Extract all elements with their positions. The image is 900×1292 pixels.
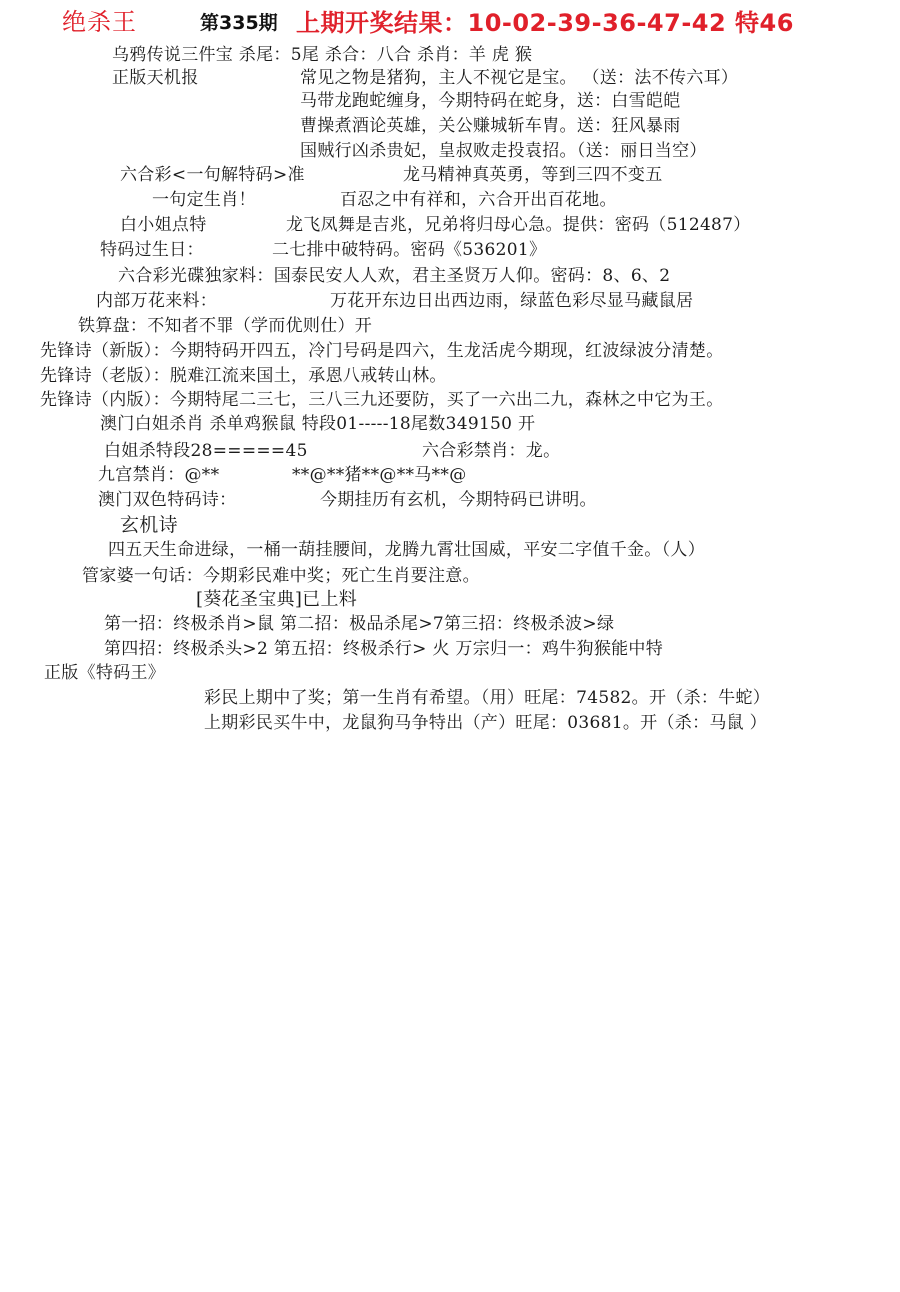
line-macau-poem-text: 今期挂历有玄机，今期特码已讲明。 xyxy=(320,490,597,510)
line-one-sentence-text: 龙马精神真英勇，等到三四不变五 xyxy=(403,165,663,185)
line-kuihua-moves-2: 第四招：终极杀头>2 第五招：终极杀行> 火 万宗归一：鸡牛狗猴能中特 xyxy=(104,639,664,659)
line-baixiaojie-label: 白小姐点特 xyxy=(120,215,207,235)
line-birthday-text: 二七排中破特码。密码《536201》 xyxy=(272,240,547,260)
line-one-sentence-label: 六合彩<一句解特码>准 xyxy=(120,165,305,185)
line-kuihua-moves-1: 第一招：终极杀肖>鼠 第二招：极品杀尾>7第三招：终极杀波>绿 xyxy=(104,614,615,634)
line-forbidden-zodiac: 六合彩禁肖：龙。 xyxy=(422,441,561,461)
line-tiesuanpan: 铁算盘：不知者不罪（学而优则仕）开 xyxy=(78,316,373,336)
line-tema-wang-1: 彩民上期中了奖；第一生肖有希望。（用）旺尾：74582。开（杀：牛蛇） xyxy=(204,688,771,708)
line-jiugong-label: 九宫禁肖：@** xyxy=(98,465,220,485)
issue-number: 第335期 xyxy=(200,12,278,34)
last-draw-result: 上期开奖结果：10-02-39-36-47-42 特46 xyxy=(296,9,794,37)
line-tema-wang-title: 正版《特码王》 xyxy=(44,663,166,683)
line-xuanji-title: 玄机诗 xyxy=(120,514,178,536)
line-tianji-4: 国贼行凶杀贵妃，皇叔败走投袁招。（送：丽日当空） xyxy=(300,141,707,161)
line-zodiac-label: 一句定生肖！ xyxy=(152,190,256,210)
line-crow-legend: 乌鸦传说三件宝 杀尾：5尾 杀合：八合 杀肖：羊 虎 猴 xyxy=(112,45,533,65)
line-tianji-label: 正版天机报 xyxy=(112,68,199,88)
line-xianfeng-old: 先锋诗（老版）：脱难江流来国土，承恩八戒转山林。 xyxy=(40,366,447,386)
line-xianfeng-new: 先锋诗（新版）：今期特码开四五，冷门号码是四六，生龙活虎今期现，红波绿波分清楚。 xyxy=(40,341,724,361)
line-baijie-segment: 白姐杀特段28=====45 xyxy=(104,441,308,461)
line-jiugong-text: **@**猪**@**马**@ xyxy=(292,465,467,485)
line-wanhua-label: 内部万花来料： xyxy=(96,291,218,311)
line-xuanji-poem: 四五天生命进绿，一桶一葫挂腰间，龙腾九霄壮国威，平安二字值千金。（人） xyxy=(108,540,705,560)
line-kuihua-title: [葵花圣宝典]已上料 xyxy=(196,589,358,610)
line-macau-baijie: 澳门白姐杀肖 杀单鸡猴鼠 特段01-----18尾数349150 开 xyxy=(100,414,536,434)
line-tianji-text: 常见之物是猪狗，主人不视它是宝。 （送：法不传六耳） xyxy=(300,68,739,88)
brand-title: 绝杀王 xyxy=(62,8,137,36)
line-cd-exclusive: 六合彩光碟独家料：国泰民安人人欢，君主圣贤万人仰。密码：8、6、2 xyxy=(118,266,671,286)
line-baixiaojie-text: 龙飞凤舞是吉兆，兄弟将归母心急。提供：密码（512487） xyxy=(286,215,751,235)
line-tianji-3: 曹操煮酒论英雄，关公赚城斩车胄。送：狂风暴雨 xyxy=(300,116,681,136)
line-tema-wang-2: 上期彩民买牛中，龙鼠狗马争特出（产）旺尾：03681。开（杀：马鼠 ） xyxy=(204,713,767,733)
line-xianfeng-inner: 先锋诗（内版）：今期特尾二三七，三八三九还要防，买了一六出二九，森林之中它为王。 xyxy=(40,390,724,410)
line-macau-poem-label: 澳门双色特码诗： xyxy=(98,490,237,510)
line-wanhua-text: 万花开东边日出西边雨，绿蓝色彩尽显马藏鼠居 xyxy=(330,291,694,311)
line-guanjiapo: 管家婆一句话：今期彩民难中奖；死亡生肖要注意。 xyxy=(82,566,480,586)
line-birthday-label: 特码过生日： xyxy=(100,240,204,260)
line-zodiac-text: 百忍之中有祥和，六合开出百花地。 xyxy=(340,190,617,210)
line-tianji-2: 马带龙跑蛇缠身，今期特码在蛇身，送：白雪皑皑 xyxy=(300,91,681,111)
